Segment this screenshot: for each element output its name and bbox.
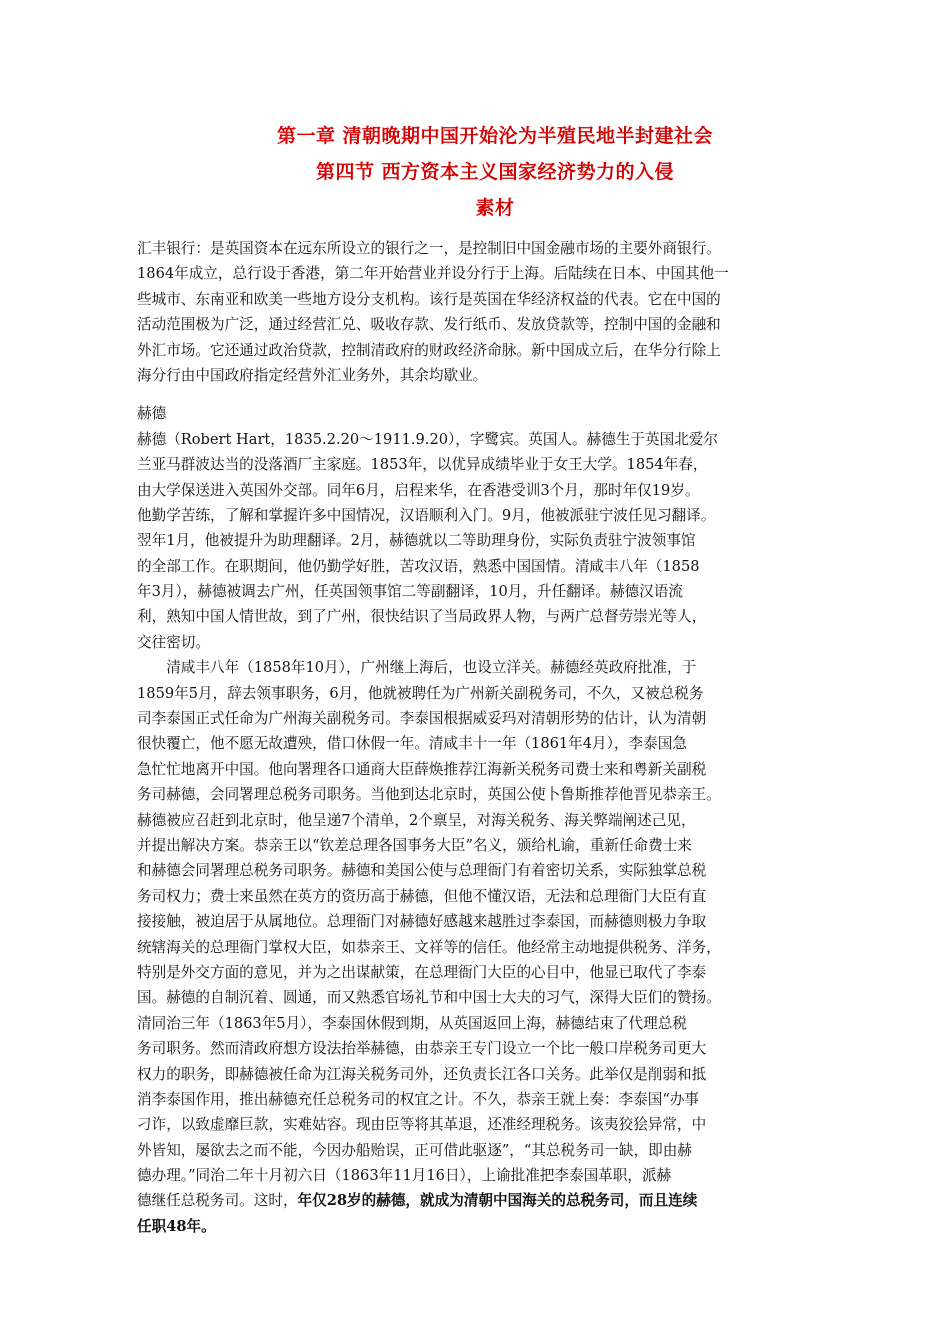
text-line: 刁诈，以致虚靡巨款，实难姑容。现由臣等将其革退，还准经理税务。该夷狡狯异常，中 <box>137 1116 707 1134</box>
plain-text: 德继任总税务司。这时， <box>137 1192 298 1210</box>
hart-paragraph-2 <box>137 655 817 1239</box>
section-title: 第四节 西方资本主义国家经济势力的入侵 <box>315 161 675 183</box>
emphasis-text: 年仅28岁的赫德，就成为清朝中国海关的总税务司，而且连续 <box>297 1192 698 1210</box>
text-line: 并提出解决方案。恭亲王以“钦差总理各国事务大臣”名义，颁给札谕，重新任命费士来 <box>137 836 692 854</box>
text-line: 1859年5月，辞去领事职务，6月，他就被聘任为广州新关副税务司，不久，又被总税务 <box>137 684 704 702</box>
text-line: 他勤学苦练，了解和掌握许多中国情况，汉语顺利入门。9月，他被派驻宁波任见习翻译。 <box>137 506 716 524</box>
text-line: 务司职务。然而清政府想方设法抬举赫德，由恭亲王专门设立一个比一般口岸税务司更大 <box>137 1040 707 1058</box>
text-line: 外汇市场。它还通过政治贷款，控制清政府的财政经济命脉。新中国成立后，在华分行除上 <box>137 341 721 359</box>
hsbc-paragraph <box>137 236 817 388</box>
text-line: 利，熟知中国人情世故，到了广州，很快结识了当局政界人物，与两广总督劳崇光等人， <box>137 608 707 626</box>
text-line: 汇丰银行：是英国资本在远东所设立的银行之一，是控制旧中国金融市场的主要外商银行。 <box>137 240 721 257</box>
text-line: 兰亚马群波达当的没落酒厂主家庭。1853年，以优异成绩毕业于女王大学。1854年春， <box>137 456 708 474</box>
material-label: 素材 <box>475 197 515 219</box>
text-line: 统辖海关的总理衙门掌权大臣，如恭亲王、文祥等的信任。他经常主动地提供税务、洋务， <box>137 938 721 956</box>
hart-heading: 赫德 <box>137 405 167 423</box>
text-line: 司李泰国正式任命为广州海关副税务司。李泰国根据威妥玛对清朝形势的估计，认为清朝 <box>137 710 707 728</box>
text-line: 急忙忙地离开中国。他向署理各口通商大臣薛焕推荐江海新关税务司费士来和粤新关副税 <box>137 760 707 778</box>
text-line: 海分行由中国政府指定经营外汇业务外，其余均歇业。 <box>137 366 488 384</box>
document-headings <box>0 118 950 226</box>
text-line: 权力的职务，即赫德被任命为江海关税务司外，还负责长江各口关务。此举仅是削弱和抵 <box>137 1065 707 1083</box>
text-line: 国。赫德的自制沉着、圆通，而又熟悉官场礼节和中国士大夫的习气，深得大臣们的赞扬。 <box>137 989 721 1007</box>
text-line: 交往密切。 <box>137 633 210 651</box>
text-line: 德办理。”同治二年十月初六日（1863年11月16日），上谕批准把李泰国革职，派赫 <box>137 1167 672 1185</box>
text-line: 些城市、东南亚和欧美一些地方设分支机构。该行是英国在华经济权益的代表。它在中国的 <box>137 290 721 308</box>
document-body <box>137 236 817 1239</box>
text-line: 务司权力；费士来虽然在英方的资历高于赫德，但他不懂汉语，无法和总理衙门大臣有直 <box>137 887 707 905</box>
text-line: 消李泰国作用，推出赫德充任总税务司的权宜之计。不久，恭亲王就上奏：李泰国“办事 <box>137 1090 700 1108</box>
text-line: 特别是外交方面的意见，并为之出谋献策，在总理衙门大臣的心目中，他显已取代了李泰 <box>137 963 707 981</box>
mixed-text-line <box>137 1188 817 1213</box>
text-line: 很快覆亡，他不愿无故遭殃，借口休假一年。清咸丰十一年（1861年4月），李泰国急 <box>137 735 687 753</box>
text-line: 年3月），赫德被调去广州，任英国领事馆二等副翻译，10月，升任翻译。赫德汉语流 <box>137 583 683 601</box>
text-line: 外皆知，屡欲去之而不能，今因办船贻误，正可借此驱逐”，“其总税务司一缺，即由赫 <box>137 1141 692 1159</box>
text-line: 清咸丰八年（1858年10月），广州继上海后，也设立洋关。赫德经英政府批准，于 <box>137 659 697 677</box>
emphasis-final-line: 任职48年。 <box>137 1217 216 1235</box>
text-line: 赫德（Robert Hart，1835.2.20～1911.9.20），字鹭宾。英国人。赫德生于英国北爱尔 <box>137 430 718 448</box>
text-line: 翌年1月，他被提升为助理翻译。2月，赫德就以二等助理身份，实际负责驻宁波领事馆 <box>137 532 696 550</box>
paragraph-gap <box>137 388 817 401</box>
text-line: 由大学保送进入英国外交部。同年6月，启程来华，在香港受训3个月，那时年仅19岁。 <box>137 481 700 499</box>
text-line: 和赫德会同署理总税务司职务。赫德和美国公使与总理衙门有着密切关系，实际独掌总税 <box>137 862 707 880</box>
chapter-title: 第一章 清朝晚期中国开始沦为半殖民地半封建社会 <box>276 125 714 147</box>
text-line: 接接触，被迫居于从属地位。总理衙门对赫德好感越来越胜过李泰国，而赫德则极力争取 <box>137 913 707 931</box>
text-line: 务司赫德，会同署理总税务司职务。当他到达北京时，英国公使卜鲁斯推荐他晋见恭亲王。 <box>137 786 721 804</box>
text-line: 清同治三年（1863年5月），李泰国休假到期，从英国返回上海，赫德结束了代理总税 <box>137 1014 687 1032</box>
text-line: 赫德被应召赶到北京时，他呈递7个清单，2个禀呈，对海关税务、海关弊端阐述己见， <box>137 811 696 829</box>
text-line: 的全部工作。在职期间，他仍勤学好胜，苦攻汉语，熟悉中国国情。清咸丰八年（1858 <box>137 557 700 575</box>
hart-paragraph-1 <box>137 427 817 656</box>
text-line: 1864年成立，总行设于香港，第二年开始营业并设分行于上海。后陆续在日本、中国其他一 <box>137 265 729 283</box>
text-line: 活动范围极为广泛，通过经营汇兑、吸收存款、发行纸币、发放贷款等，控制中国的金融和 <box>137 316 721 334</box>
